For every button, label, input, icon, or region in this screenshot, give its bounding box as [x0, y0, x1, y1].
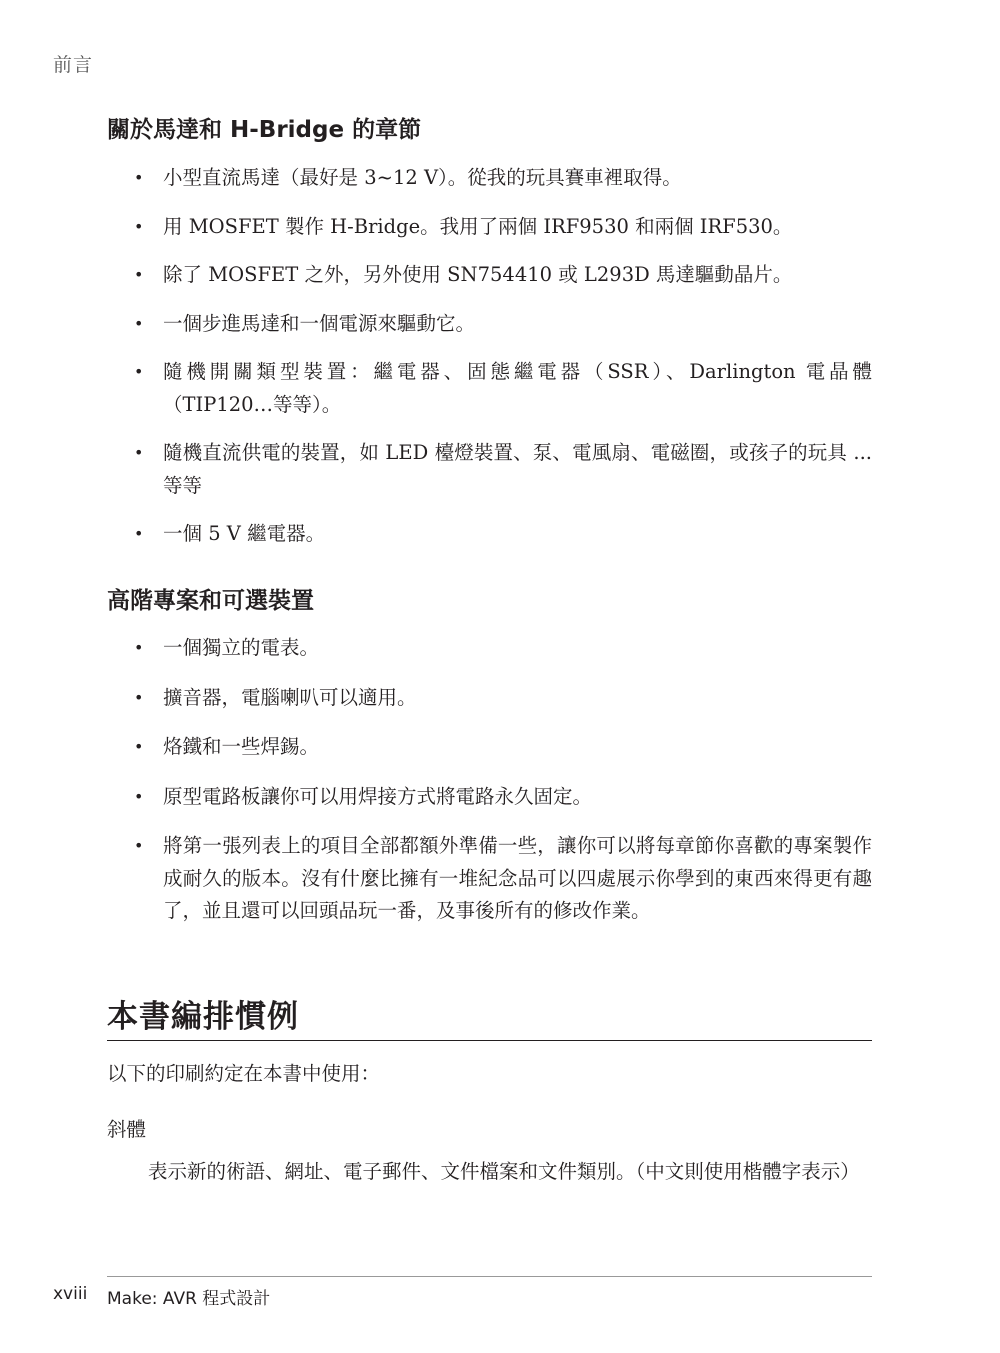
list-item	[107, 308, 872, 341]
conventions-definition: 表示新的術語、網址、電子郵件、文件檔案和文件類別。（中文則使用楷體字表示）	[148, 1160, 860, 1183]
list-item-text: 一個 5 V 繼電器。	[163, 522, 326, 545]
list-item	[107, 518, 872, 551]
chapter-heading-conventions: 本書編排慣例	[107, 999, 299, 1035]
list-item-text: 將第一張列表上的項目全部都額外準備一些，讓你可以將每章節你喜歡的專案製作成耐久的版本。沒有什麼比擁有一堆紀念品可以四處展示你學到的東西來得更有趣了，並且還可以回頭品玩一番，及事後所有的修改作業。	[163, 834, 872, 922]
section-advanced	[107, 586, 872, 928]
list-item-text: 隨機直流供電的裝置，如 LED 檯燈裝置、泵、電風扇、電磁圈，或孩子的玩具 ... 等等	[163, 441, 872, 497]
list-item-text: 用 MOSFET 製作 H-Bridge。我用了兩個 IRF9530 和兩個 IRF530。	[163, 214, 793, 238]
list-item-text: 一個獨立的電表。	[163, 636, 320, 659]
section-heading-motors: 關於馬達和 H-Bridge 的章節	[107, 117, 422, 143]
bullet-icon: •	[134, 786, 144, 806]
list-item	[107, 356, 872, 421]
list-item	[107, 731, 872, 764]
bullet-icon: •	[134, 216, 144, 236]
list-item-text: 烙鐵和一些焊錫。	[163, 735, 320, 758]
advanced-list	[107, 632, 872, 928]
bullet-icon: •	[134, 836, 144, 855]
list-item-text: 除了 MOSFET 之外，另外使用 SN754410 或 L293D 馬達驅動晶片。	[163, 263, 793, 286]
bullet-icon: •	[134, 313, 144, 333]
bullet-icon: •	[134, 443, 144, 462]
bullet-icon: •	[134, 362, 144, 381]
bullet-icon: •	[134, 265, 144, 284]
list-item-text: 一個步進馬達和一個電源來驅動它。	[163, 311, 476, 335]
conventions-intro: 以下的印刷約定在本書中使用：	[107, 1062, 381, 1085]
running-head: 前言	[53, 54, 94, 76]
list-item	[107, 781, 872, 814]
list-item-text: 隨機開關類型裝置：繼電器、固態繼電器（SSR）、Darlington 電晶體（TIP120…等等）。	[163, 360, 872, 416]
bullet-icon: •	[134, 524, 144, 543]
bullet-icon: •	[134, 687, 144, 707]
footer-rule	[107, 1276, 872, 1277]
list-item-text: 擴音器，電腦喇叭可以適用。	[163, 685, 417, 709]
list-item-text: 小型直流馬達（最好是 3~12 V）。從我的玩具賽車裡取得。	[163, 166, 682, 189]
bullet-icon: •	[134, 737, 144, 756]
bullet-icon: •	[134, 168, 144, 187]
book-title: Make: AVR 程式設計	[107, 1289, 271, 1309]
list-item-text: 原型電路板讓你可以用焊接方式將電路永久固定。	[163, 784, 593, 808]
heading-rule	[107, 1040, 872, 1041]
motors-list	[107, 162, 872, 551]
bullet-icon: •	[134, 638, 144, 657]
list-item	[107, 682, 872, 715]
section-heading-advanced: 高階專案和可選裝置	[107, 588, 314, 614]
list-item	[107, 830, 872, 928]
list-item	[107, 437, 872, 502]
page-number: xviii	[53, 1284, 88, 1304]
list-item	[107, 162, 872, 195]
list-item	[107, 632, 872, 665]
section-motors	[107, 115, 872, 551]
conventions-term: 斜體	[107, 1118, 147, 1141]
list-item	[107, 259, 872, 292]
list-item	[107, 211, 872, 244]
